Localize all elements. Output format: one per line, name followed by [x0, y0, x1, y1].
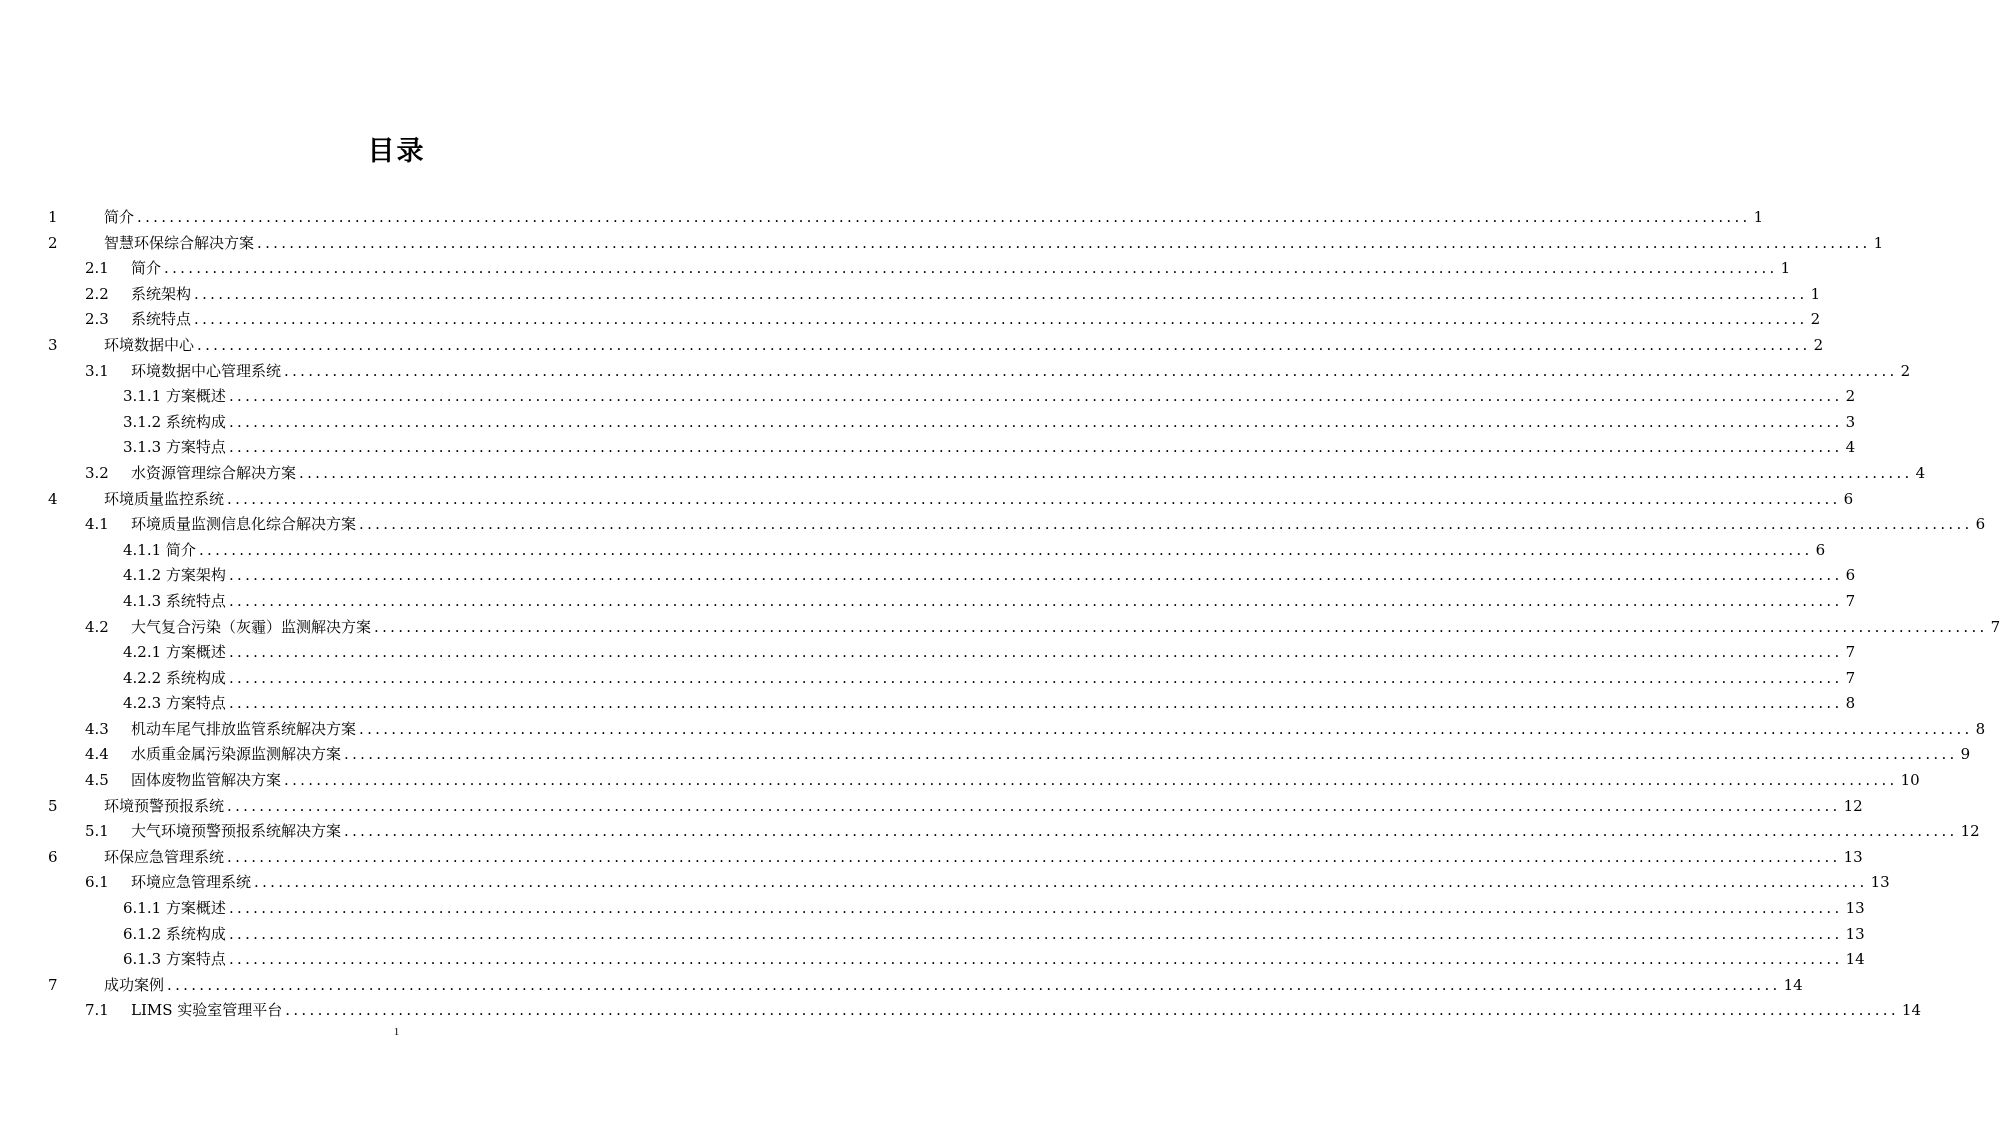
- toc-entry[interactable]: [0, 998, 1922, 1024]
- toc-entry-title: 环境数据中心管理系统: [131, 361, 282, 380]
- toc-entry-line: [123, 666, 1856, 692]
- table-of-contents: [0, 205, 2000, 1024]
- toc-entry-line: [123, 589, 1856, 615]
- toc-entry[interactable]: [0, 589, 1856, 615]
- toc-entry-number: 7.1: [85, 1001, 109, 1020]
- toc-entry-page: 7: [1990, 617, 2000, 636]
- toc-entry[interactable]: [0, 794, 1863, 820]
- toc-entry[interactable]: [0, 205, 1764, 231]
- toc-entry[interactable]: [0, 973, 1803, 999]
- toc-entry-title: LIMS 实验室管理平台: [131, 1001, 283, 1020]
- toc-entry-line: [123, 538, 1826, 564]
- toc-entry[interactable]: [0, 819, 1980, 845]
- toc-dot-leader: ........................................................................................................................................................................................................: [359, 719, 1973, 738]
- toc-entry-page: 2: [1813, 335, 1824, 354]
- toc-entry-number: 6.1: [85, 873, 109, 892]
- toc-entry[interactable]: [0, 691, 1856, 717]
- toc-entry-line: [104, 794, 1863, 820]
- toc-entry-line: [131, 998, 1922, 1024]
- toc-entry[interactable]: [0, 282, 1821, 308]
- toc-entry-number: 6: [48, 847, 58, 866]
- toc-entry-line: [123, 947, 1865, 973]
- toc-entry-line: [131, 461, 1926, 487]
- toc-entry[interactable]: [0, 435, 1856, 461]
- toc-entry-page: 10: [1900, 771, 1920, 790]
- toc-entry[interactable]: [0, 615, 2000, 641]
- toc-dot-leader: ........................................................................................................................................................................................................: [194, 284, 1808, 303]
- toc-entry[interactable]: [0, 768, 1920, 794]
- toc-entry-line: [123, 691, 1856, 717]
- toc-entry-title: 4.2.1 方案概述: [123, 643, 226, 662]
- toc-dot-leader: ........................................................................................................................................................................................................: [257, 233, 1871, 252]
- toc-entry-page: 2: [1845, 387, 1856, 406]
- toc-entry-title: 6.1.1 方案概述: [123, 899, 226, 918]
- toc-entry[interactable]: [0, 717, 1986, 743]
- toc-entry[interactable]: [0, 231, 1884, 257]
- toc-entry[interactable]: [0, 307, 1821, 333]
- toc-dot-leader: ........................................................................................................................................................................................................: [198, 540, 1813, 559]
- toc-entry-line: [123, 410, 1856, 436]
- toc-entry-line: [104, 973, 1803, 999]
- toc-entry-title: 环境预警预报系统: [104, 796, 225, 815]
- toc-entry[interactable]: [0, 870, 1890, 896]
- toc-entry-page: 1: [1753, 208, 1764, 226]
- toc-entry-title: 6.1.3 方案特点: [123, 950, 226, 969]
- toc-entry-number: 2: [48, 233, 58, 252]
- toc-entry-page: 6: [1845, 566, 1856, 585]
- toc-entry-page: 7: [1845, 643, 1856, 662]
- toc-entry-page: 8: [1845, 694, 1856, 713]
- toc-entry-page: 7: [1845, 591, 1856, 610]
- toc-entry-line: [131, 615, 2000, 641]
- toc-entry-number: 3.1: [85, 361, 109, 380]
- toc-dot-leader: ........................................................................................................................................................................................................: [228, 438, 1843, 457]
- toc-dot-leader: ........................................................................................................................................................................................................: [228, 412, 1843, 431]
- toc-entry-page: 6: [1815, 540, 1826, 559]
- toc-dot-leader: ........................................................................................................................................................................................................: [228, 387, 1843, 406]
- toc-entry-line: [131, 307, 1821, 333]
- toc-dot-leader: ........................................................................................................................................................................................................: [228, 591, 1843, 610]
- toc-entry-line: [131, 742, 1971, 768]
- toc-entry-title: 智慧环保综合解决方案: [104, 233, 255, 252]
- toc-entry[interactable]: [0, 512, 1986, 538]
- toc-entry-title: 3.1.3 方案特点: [123, 438, 226, 457]
- toc-dot-leader: ........................................................................................................................................................................................................: [167, 975, 1781, 994]
- toc-entry-page: 14: [1783, 975, 1803, 994]
- toc-entry-number: 2.2: [85, 284, 109, 303]
- toc-entry-title: 环境质量监测信息化综合解决方案: [131, 515, 357, 534]
- toc-entry-page: 3: [1845, 412, 1856, 431]
- toc-entry-title: 环境质量监控系统: [104, 489, 225, 508]
- toc-dot-leader: ........................................................................................................................................................................................................: [228, 668, 1843, 687]
- toc-entry-line: [131, 768, 1920, 794]
- toc-entry-title: 系统特点: [131, 310, 192, 329]
- toc-entry-page: 13: [1845, 899, 1865, 918]
- toc-entry-page: 13: [1870, 873, 1890, 892]
- toc-entry-title: 环境数据中心: [104, 335, 195, 354]
- toc-entry-title: 4.1.1 简介: [123, 540, 196, 559]
- toc-dot-leader: ........................................................................................................................................................................................................: [299, 463, 1913, 482]
- toc-entry-line: [131, 282, 1821, 308]
- toc-dot-leader: ........................................................................................................................................................................................................: [344, 745, 1958, 764]
- toc-dot-leader: ........................................................................................................................................................................................................: [164, 259, 1778, 278]
- toc-entry-line: [131, 717, 1986, 743]
- toc-entry-page: 12: [1960, 822, 1980, 841]
- toc-entry-title: 简介: [104, 208, 135, 226]
- toc-entry-page: 6: [1975, 515, 1986, 534]
- toc-entry-title: 系统架构: [131, 284, 192, 303]
- toc-entry-page: 1: [1873, 233, 1884, 252]
- toc-entry-number: 2.1: [85, 259, 109, 278]
- toc-entry-number: 4.1: [85, 515, 109, 534]
- toc-dot-leader: ........................................................................................................................................................................................................: [285, 1001, 1899, 1020]
- toc-dot-leader: ........................................................................................................................................................................................................: [228, 950, 1843, 969]
- toc-entry-line: [104, 333, 1824, 359]
- toc-entry-title: 水质重金属污染源监测解决方案: [131, 745, 342, 764]
- toc-dot-leader: ........................................................................................................................................................................................................: [344, 822, 1958, 841]
- toc-entry-title: 大气环境预警预报系统解决方案: [131, 822, 342, 841]
- page-number: 1: [393, 1026, 400, 1038]
- toc-dot-leader: ........................................................................................................................................................................................................: [228, 899, 1843, 918]
- toc-dot-leader: ........................................................................................................................................................................................................: [228, 694, 1843, 713]
- toc-entry[interactable]: [0, 922, 1865, 948]
- toc-dot-leader: ........................................................................................................................................................................................................: [228, 566, 1843, 585]
- toc-entry-title: 环保应急管理系统: [104, 847, 225, 866]
- toc-entry-page: 14: [1901, 1001, 1922, 1020]
- toc-entry-number: 4.5: [85, 771, 109, 790]
- toc-entry[interactable]: [0, 742, 1971, 768]
- toc-entry-page: 2: [1900, 361, 1911, 380]
- toc-entry-page: 6: [1843, 489, 1854, 508]
- page-title: 目录: [367, 136, 426, 167]
- toc-entry-line: [123, 896, 1865, 922]
- toc-dot-leader: ........................................................................................................................................................................................................: [374, 617, 1988, 636]
- toc-dot-leader: ........................................................................................................................................................................................................: [228, 924, 1843, 943]
- toc-entry-page: 8: [1975, 719, 1986, 738]
- toc-entry-page: 4: [1845, 438, 1856, 457]
- toc-entry[interactable]: [0, 359, 1911, 385]
- toc-dot-leader: ........................................................................................................................................................................................................: [284, 771, 1898, 790]
- toc-dot-leader: ........................................................................................................................................................................................................: [359, 515, 1973, 534]
- toc-entry[interactable]: [0, 563, 1856, 589]
- toc-entry-line: [131, 819, 1980, 845]
- toc-dot-leader: ........................................................................................................................................................................................................: [227, 847, 1841, 866]
- toc-entry-title: 4.1.2 方案架构: [123, 566, 226, 585]
- toc-dot-leader: ........................................................................................................................................................................................................: [227, 489, 1841, 508]
- toc-entry[interactable]: [0, 384, 1856, 410]
- toc-entry-page: 13: [1843, 847, 1863, 866]
- toc-entry-line: [104, 205, 1764, 231]
- toc-entry[interactable]: [0, 333, 1824, 359]
- toc-entry[interactable]: [0, 461, 1926, 487]
- toc-dot-leader: ........................................................................................................................................................................................................: [194, 310, 1808, 329]
- toc-dot-leader: ........................................................................................................................................................................................................: [254, 873, 1868, 892]
- toc-entry-line: [104, 487, 1854, 513]
- toc-entry-title: 4.1.3 系统特点: [123, 591, 226, 610]
- toc-entry[interactable]: [0, 845, 1863, 871]
- toc-entry-number: 3: [48, 335, 58, 354]
- toc-entry-number: 4.2: [85, 617, 109, 636]
- toc-entry-number: 3.2: [85, 463, 109, 482]
- toc-entry-line: [123, 563, 1856, 589]
- toc-dot-leader: ........................................................................................................................................................................................................: [284, 361, 1898, 380]
- toc-entry-line: [131, 359, 1911, 385]
- toc-entry-page: 14: [1845, 950, 1865, 969]
- toc-entry[interactable]: [0, 896, 1865, 922]
- toc-entry-title: 成功案例: [104, 975, 165, 994]
- toc-dot-leader: ........................................................................................................................................................................................................: [227, 796, 1841, 815]
- toc-entry-line: [131, 256, 1791, 282]
- toc-entry-title: 3.1.1 方案概述: [123, 387, 226, 406]
- toc-entry-title: 固体废物监管解决方案: [131, 771, 282, 790]
- toc-entry-page: 1: [1810, 284, 1821, 303]
- toc-entry-title: 6.1.2 系统构成: [123, 924, 226, 943]
- toc-entry[interactable]: [0, 947, 1865, 973]
- toc-entry-page: 1: [1780, 259, 1791, 278]
- toc-entry-number: 5: [48, 796, 58, 815]
- toc-entry-title: 简介: [131, 259, 162, 278]
- toc-entry-page: 13: [1845, 924, 1865, 943]
- toc-entry[interactable]: [0, 640, 1856, 666]
- toc-entry-page: 4: [1915, 463, 1926, 482]
- toc-entry-page: 9: [1960, 745, 1971, 764]
- toc-entry-page: 7: [1845, 668, 1856, 687]
- toc-entry-title: 环境应急管理系统: [131, 873, 252, 892]
- toc-dot-leader: ........................................................................................................................................................................................................: [197, 335, 1811, 354]
- toc-entry-line: [123, 640, 1856, 666]
- toc-entry-line: [123, 922, 1865, 948]
- toc-entry-line: [131, 512, 1986, 538]
- toc-dot-leader: ........................................................................................................................................................................................................: [137, 208, 1751, 226]
- toc-entry-number: 1: [48, 208, 58, 226]
- toc-entry-title: 机动车尾气排放监管系统解决方案: [131, 719, 357, 738]
- toc-entry-title: 大气复合污染（灰霾）监测解决方案: [131, 617, 372, 636]
- toc-entry-number: 4.3: [85, 719, 109, 738]
- toc-entry[interactable]: [0, 410, 1856, 436]
- toc-entry[interactable]: [0, 487, 1854, 513]
- toc-entry[interactable]: [0, 538, 1826, 564]
- toc-entry-number: 4: [48, 489, 58, 508]
- toc-entry-line: [104, 845, 1863, 871]
- toc-entry-line: [104, 231, 1884, 257]
- toc-entry-number: 7: [48, 975, 58, 994]
- toc-entry-line: [131, 870, 1890, 896]
- toc-entry-line: [123, 435, 1856, 461]
- toc-entry-page: 2: [1810, 310, 1821, 329]
- toc-entry-number: 5.1: [85, 822, 109, 841]
- toc-dot-leader: ........................................................................................................................................................................................................: [228, 643, 1843, 662]
- toc-entry-title: 4.2.3 方案特点: [123, 694, 226, 713]
- toc-entry-line: [123, 384, 1856, 410]
- toc-entry-title: 4.2.2 系统构成: [123, 668, 226, 687]
- toc-entry[interactable]: [0, 256, 1791, 282]
- toc-entry-number: 2.3: [85, 310, 109, 329]
- toc-entry-number: 4.4: [85, 745, 109, 764]
- toc-entry[interactable]: [0, 666, 1856, 692]
- toc-entry-page: 12: [1843, 796, 1863, 815]
- toc-entry-title: 水资源管理综合解决方案: [131, 463, 297, 482]
- toc-entry-title: 3.1.2 系统构成: [123, 412, 226, 431]
